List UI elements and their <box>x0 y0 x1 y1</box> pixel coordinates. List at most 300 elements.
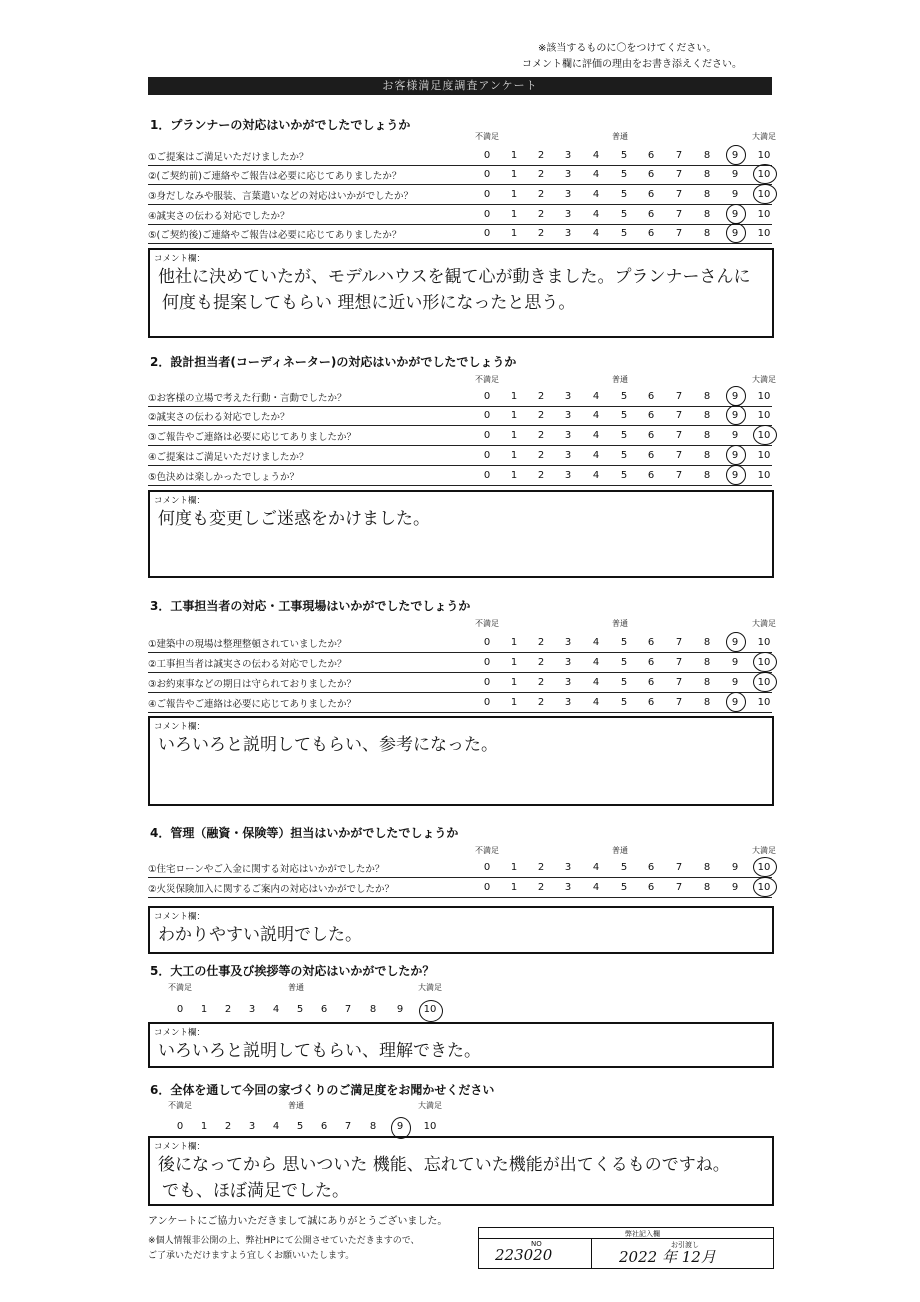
rating-option-5[interactable]: 5 <box>620 430 628 441</box>
rating-option-2[interactable]: 2 <box>537 391 545 402</box>
rating-option-9[interactable]: 9 <box>731 391 739 402</box>
rating-option-6[interactable]: 6 <box>647 882 655 893</box>
handover-value: 2022 年 12月 <box>619 1248 716 1266</box>
rating-option-1[interactable]: 1 <box>510 169 518 180</box>
rating-option-3[interactable]: 3 <box>564 450 572 461</box>
rating-option-3[interactable]: 3 <box>248 1121 256 1132</box>
rating-option-3[interactable]: 3 <box>564 169 572 180</box>
selected-rating-circle <box>753 164 777 184</box>
rating-option-8[interactable]: 8 <box>703 169 711 180</box>
survey-banner: お客様満足度調査アンケート <box>148 77 772 95</box>
rating-option-4[interactable]: 4 <box>592 209 600 220</box>
rating-option-0[interactable]: 0 <box>483 391 491 402</box>
rating-option-5[interactable]: 5 <box>620 410 628 421</box>
rating-option-10[interactable]: 10 <box>757 882 771 893</box>
rating-option-4[interactable]: 4 <box>592 430 600 441</box>
rating-option-8[interactable]: 8 <box>703 189 711 200</box>
rating-option-1[interactable]: 1 <box>510 697 518 708</box>
rating-option-10[interactable]: 10 <box>757 209 771 220</box>
rating-option-4[interactable]: 4 <box>592 450 600 461</box>
rating-option-0[interactable]: 0 <box>483 430 491 441</box>
rating-option-7[interactable]: 7 <box>675 637 683 648</box>
selected-rating-circle <box>726 632 746 652</box>
scale-label-mid: 普通 <box>612 132 628 141</box>
rating-option-8[interactable]: 8 <box>703 882 711 893</box>
rating-option-7[interactable]: 7 <box>675 169 683 180</box>
rating-option-10[interactable]: 10 <box>757 430 771 441</box>
comment-handwriting: 後になってから 思いついた 機能、忘れていた機能が出てくるものですね。 <box>158 1155 730 1175</box>
rating-option-4[interactable]: 4 <box>592 862 600 873</box>
rating-option-7[interactable]: 7 <box>675 150 683 161</box>
rating-option-9[interactable]: 9 <box>731 657 739 668</box>
rating-option-0[interactable]: 0 <box>483 637 491 648</box>
selected-rating-circle <box>753 877 777 897</box>
question-row <box>148 858 772 878</box>
rating-option-7[interactable]: 7 <box>675 228 683 239</box>
rating-option-1[interactable]: 1 <box>510 410 518 421</box>
rating-option-10[interactable]: 10 <box>757 677 771 688</box>
question-label: ④ご提案はご満足いただけましたか？ <box>148 452 309 463</box>
rating-option-3[interactable]: 3 <box>564 228 572 239</box>
selected-rating-circle <box>726 223 746 243</box>
rating-option-8[interactable]: 8 <box>703 410 711 421</box>
rating-option-10[interactable]: 10 <box>757 410 771 421</box>
rating-option-3[interactable]: 3 <box>564 882 572 893</box>
rating-option-0[interactable]: 0 <box>176 1004 184 1015</box>
rating-option-5[interactable]: 5 <box>620 697 628 708</box>
rating-option-10[interactable]: 10 <box>757 697 771 708</box>
rating-option-4[interactable]: 4 <box>272 1121 280 1132</box>
question-label: ④ご報告やご連絡は必要に応じてありましたか？ <box>148 699 357 710</box>
rating-option-9[interactable]: 9 <box>731 228 739 239</box>
comment-label: コメント欄： <box>154 722 206 732</box>
rating-option-0[interactable]: 0 <box>483 410 491 421</box>
rating-option-1[interactable]: 1 <box>510 189 518 200</box>
comment-box <box>148 1022 774 1068</box>
rating-option-9[interactable]: 9 <box>731 862 739 873</box>
selected-rating-circle <box>753 425 777 445</box>
rating-option-3[interactable]: 3 <box>564 430 572 441</box>
question-label: ①住宅ローンやご入金に関する対応はいかがでしたか？ <box>148 864 385 875</box>
rating-option-0[interactable]: 0 <box>483 862 491 873</box>
rating-option-8[interactable]: 8 <box>703 150 711 161</box>
no-label: NO <box>531 1240 542 1248</box>
office-divider <box>479 1238 773 1239</box>
selected-rating-circle <box>753 184 777 204</box>
comment-box <box>148 906 774 954</box>
scale-label-low: 不満足 <box>475 846 499 855</box>
privacy-line-2: ご了承いただけますよう宜しくお願いいたします。 <box>148 1251 355 1261</box>
rating-option-3[interactable]: 3 <box>564 150 572 161</box>
question-row <box>148 185 772 205</box>
rating-option-2[interactable]: 2 <box>537 697 545 708</box>
rating-option-9[interactable]: 9 <box>731 189 739 200</box>
office-vdivider <box>591 1238 592 1268</box>
rating-option-10[interactable]: 10 <box>757 470 771 481</box>
rating-option-7[interactable]: 7 <box>675 430 683 441</box>
rating-option-8[interactable]: 8 <box>703 430 711 441</box>
selected-rating-circle <box>419 1000 443 1022</box>
selected-rating-circle <box>753 652 777 672</box>
comment-handwriting: いろいろと説明してもらい、理解できた。 <box>158 1041 481 1061</box>
rating-option-3[interactable]: 3 <box>564 209 572 220</box>
rating-option-3[interactable]: 3 <box>564 410 572 421</box>
question-label: ⑤色決めは楽しかったでしょうか？ <box>148 472 300 483</box>
rating-option-4[interactable]: 4 <box>592 169 600 180</box>
rating-option-3[interactable]: 3 <box>564 470 572 481</box>
rating-option-10[interactable]: 10 <box>757 189 771 200</box>
rating-option-9[interactable]: 9 <box>731 882 739 893</box>
rating-option-9[interactable]: 9 <box>731 150 739 161</box>
rating-option-2[interactable]: 2 <box>537 189 545 200</box>
rating-option-2[interactable]: 2 <box>537 430 545 441</box>
comment-label: コメント欄： <box>154 254 206 264</box>
selected-rating-circle <box>753 857 777 877</box>
rating-option-0[interactable]: 0 <box>483 882 491 893</box>
rating-option-9[interactable]: 9 <box>731 637 739 648</box>
rating-option-4[interactable]: 4 <box>592 228 600 239</box>
rating-option-9[interactable]: 9 <box>731 169 739 180</box>
rating-option-10[interactable]: 10 <box>757 657 771 668</box>
comment-box <box>148 716 774 806</box>
rating-option-1[interactable]: 1 <box>510 637 518 648</box>
rating-option-7[interactable]: 7 <box>675 450 683 461</box>
rating-option-7[interactable]: 7 <box>675 470 683 481</box>
rating-option-9[interactable]: 9 <box>731 470 739 481</box>
question-label: ④誠実さの伝わる対応でしたか？ <box>148 211 290 222</box>
rating-option-10[interactable]: 10 <box>423 1121 437 1132</box>
rating-option-6[interactable]: 6 <box>647 450 655 461</box>
comment-label: コメント欄： <box>154 1028 206 1038</box>
scale-label-low: 不満足 <box>475 619 499 628</box>
rating-option-9[interactable]: 9 <box>396 1121 404 1132</box>
rating-option-5[interactable]: 5 <box>620 657 628 668</box>
scale-label-high: 大満足 <box>418 983 442 992</box>
rating-option-2[interactable]: 2 <box>537 882 545 893</box>
scale-label-high: 大満足 <box>752 846 776 855</box>
rating-option-4[interactable]: 4 <box>592 882 600 893</box>
rating-option-8[interactable]: 8 <box>703 450 711 461</box>
section-title: 6．全体を通して今回の家づくりのご満足度をお聞かせください <box>150 1083 495 1097</box>
rating-option-7[interactable]: 7 <box>344 1121 352 1132</box>
rating-option-7[interactable]: 7 <box>675 410 683 421</box>
question-row <box>148 878 772 898</box>
rating-option-3[interactable]: 3 <box>564 697 572 708</box>
rating-option-4[interactable]: 4 <box>592 189 600 200</box>
rating-option-3[interactable]: 3 <box>248 1004 256 1015</box>
rating-option-9[interactable]: 9 <box>731 430 739 441</box>
rating-option-6[interactable]: 6 <box>647 677 655 688</box>
section-title: 1．プランナーの対応はいかがでしたでしょうか <box>150 118 411 132</box>
rating-option-5[interactable]: 5 <box>620 862 628 873</box>
rating-option-3[interactable]: 3 <box>564 189 572 200</box>
rating-option-4[interactable]: 4 <box>272 1004 280 1015</box>
comment-label: コメント欄： <box>154 1142 206 1152</box>
rating-option-6[interactable]: 6 <box>647 189 655 200</box>
rating-option-7[interactable]: 7 <box>675 882 683 893</box>
rating-option-5[interactable]: 5 <box>620 450 628 461</box>
rating-option-3[interactable]: 3 <box>564 637 572 648</box>
rating-option-9[interactable]: 9 <box>731 697 739 708</box>
rating-option-5[interactable]: 5 <box>620 228 628 239</box>
rating-option-7[interactable]: 7 <box>675 677 683 688</box>
question-row <box>148 426 772 446</box>
rating-option-6[interactable]: 6 <box>647 410 655 421</box>
rating-option-7[interactable]: 7 <box>675 189 683 200</box>
scale-label-mid: 普通 <box>612 846 628 855</box>
rating-option-6[interactable]: 6 <box>647 657 655 668</box>
rating-option-0[interactable]: 0 <box>483 209 491 220</box>
selected-rating-circle <box>726 204 746 224</box>
rating-option-1[interactable]: 1 <box>510 430 518 441</box>
scale-label-mid: 普通 <box>612 375 628 384</box>
rating-option-1[interactable]: 1 <box>510 657 518 668</box>
comment-box <box>148 490 774 578</box>
rating-option-2[interactable]: 2 <box>537 657 545 668</box>
rating-option-10[interactable]: 10 <box>757 862 771 873</box>
comment-label: コメント欄： <box>154 496 206 506</box>
question-row <box>148 446 772 466</box>
rating-option-6[interactable]: 6 <box>647 228 655 239</box>
rating-option-7[interactable]: 7 <box>344 1004 352 1015</box>
rating-option-0[interactable]: 0 <box>483 657 491 668</box>
rating-option-10[interactable]: 10 <box>757 228 771 239</box>
selected-rating-circle <box>726 465 746 485</box>
selected-rating-circle <box>753 672 777 692</box>
selected-rating-circle <box>726 445 746 465</box>
comment-handwriting: 何度も変更しご迷惑をかけました。 <box>158 509 430 529</box>
question-row <box>148 205 772 225</box>
selected-rating-circle <box>726 386 746 406</box>
scale-label-low: 不満足 <box>475 132 499 141</box>
rating-option-2[interactable]: 2 <box>537 470 545 481</box>
rating-option-4[interactable]: 4 <box>592 637 600 648</box>
rating-option-5[interactable]: 5 <box>620 150 628 161</box>
rating-option-3[interactable]: 3 <box>564 862 572 873</box>
comment-box <box>148 1136 774 1206</box>
rating-option-10[interactable]: 10 <box>757 391 771 402</box>
question-label: ③お約束事などの期日は守られておりましたか？ <box>148 679 357 690</box>
rating-option-8[interactable]: 8 <box>369 1121 377 1132</box>
rating-option-9[interactable]: 9 <box>396 1004 404 1015</box>
rating-option-7[interactable]: 7 <box>675 391 683 402</box>
selected-rating-circle <box>726 405 746 425</box>
scale-label-low: 不満足 <box>168 983 192 992</box>
rating-option-6[interactable]: 6 <box>647 209 655 220</box>
scale-label-mid: 普通 <box>612 619 628 628</box>
comment-handwriting: でも、ほぼ満足でした。 <box>162 1181 349 1201</box>
rating-option-6[interactable]: 6 <box>647 637 655 648</box>
rating-option-7[interactable]: 7 <box>675 209 683 220</box>
no-value: 223020 <box>495 1246 553 1264</box>
selected-rating-circle <box>726 145 746 165</box>
rating-option-7[interactable]: 7 <box>675 697 683 708</box>
rating-option-0[interactable]: 0 <box>176 1121 184 1132</box>
rating-option-0[interactable]: 0 <box>483 189 491 200</box>
rating-option-1[interactable]: 1 <box>510 862 518 873</box>
rating-option-4[interactable]: 4 <box>592 391 600 402</box>
rating-option-5[interactable]: 5 <box>296 1004 304 1015</box>
section-title: 4．管理（融資・保険等）担当はいかがでしたでしょうか <box>150 826 459 840</box>
rating-option-10[interactable]: 10 <box>757 150 771 161</box>
rating-option-6[interactable]: 6 <box>320 1004 328 1015</box>
rating-option-6[interactable]: 6 <box>320 1121 328 1132</box>
question-label: ①建築中の現場は整理整頓されていましたか？ <box>148 639 347 650</box>
rating-option-2[interactable]: 2 <box>537 209 545 220</box>
rating-option-10[interactable]: 10 <box>757 450 771 461</box>
rating-option-1[interactable]: 1 <box>200 1004 208 1015</box>
rating-option-5[interactable]: 5 <box>620 189 628 200</box>
rating-option-8[interactable]: 8 <box>703 470 711 481</box>
rating-option-6[interactable]: 6 <box>647 391 655 402</box>
rating-option-1[interactable]: 1 <box>510 391 518 402</box>
rating-option-2[interactable]: 2 <box>537 450 545 461</box>
question-row <box>148 224 772 244</box>
rating-option-9[interactable]: 9 <box>731 209 739 220</box>
rating-option-5[interactable]: 5 <box>620 637 628 648</box>
rating-option-6[interactable]: 6 <box>647 862 655 873</box>
rating-option-0[interactable]: 0 <box>483 150 491 161</box>
question-label: ③ご報告やご連絡は必要に応じてありましたか？ <box>148 432 357 443</box>
comment-handwriting: 他社に決めていたが、モデルハウスを観て心が動きました。プランナーさんに <box>158 267 751 287</box>
rating-option-6[interactable]: 6 <box>647 470 655 481</box>
scale-label-high: 大満足 <box>752 132 776 141</box>
question-label: ⑤(ご契約後)ご連絡やご報告は必要に応じてありましたか？ <box>148 230 402 241</box>
rating-option-2[interactable]: 2 <box>537 169 545 180</box>
rating-option-8[interactable]: 8 <box>703 209 711 220</box>
rating-option-9[interactable]: 9 <box>731 677 739 688</box>
rating-option-8[interactable]: 8 <box>703 637 711 648</box>
rating-option-8[interactable]: 8 <box>703 391 711 402</box>
scale-label-high: 大満足 <box>752 619 776 628</box>
question-row <box>148 653 772 673</box>
comment-handwriting: わかりやすい説明でした。 <box>158 925 362 945</box>
rating-option-4[interactable]: 4 <box>592 697 600 708</box>
rating-option-9[interactable]: 9 <box>731 410 739 421</box>
rating-option-10[interactable]: 10 <box>757 169 771 180</box>
rating-option-1[interactable]: 1 <box>510 450 518 461</box>
rating-option-8[interactable]: 8 <box>369 1004 377 1015</box>
rating-option-1[interactable]: 1 <box>510 882 518 893</box>
rating-option-2[interactable]: 2 <box>537 637 545 648</box>
rating-option-5[interactable]: 5 <box>620 169 628 180</box>
rating-option-8[interactable]: 8 <box>703 657 711 668</box>
rating-option-3[interactable]: 3 <box>564 391 572 402</box>
rating-option-0[interactable]: 0 <box>483 677 491 688</box>
rating-option-6[interactable]: 6 <box>647 169 655 180</box>
rating-option-4[interactable]: 4 <box>592 677 600 688</box>
rating-option-2[interactable]: 2 <box>537 410 545 421</box>
scale-label-low: 不満足 <box>475 375 499 384</box>
note-1: ※該当するものに〇をつけてください。 <box>538 43 717 54</box>
question-label: ②工事担当者は誠実さの伝わる対応でしたか？ <box>148 659 347 670</box>
scale-label-low: 不満足 <box>168 1101 192 1110</box>
rating-option-3[interactable]: 3 <box>564 657 572 668</box>
rating-option-8[interactable]: 8 <box>703 228 711 239</box>
note-2: コメント欄に評価の理由をお書き添えください。 <box>522 59 742 70</box>
rating-option-5[interactable]: 5 <box>620 677 628 688</box>
question-row <box>148 146 772 166</box>
scale-label-mid: 普通 <box>288 983 304 992</box>
rating-option-9[interactable]: 9 <box>731 450 739 461</box>
rating-option-7[interactable]: 7 <box>675 862 683 873</box>
rating-option-5[interactable]: 5 <box>620 470 628 481</box>
rating-option-1[interactable]: 1 <box>510 209 518 220</box>
question-label: ①ご提案はご満足いただけましたか？ <box>148 152 309 163</box>
rating-option-2[interactable]: 2 <box>537 677 545 688</box>
question-row <box>148 693 772 713</box>
rating-option-0[interactable]: 0 <box>483 470 491 481</box>
rating-option-8[interactable]: 8 <box>703 677 711 688</box>
selected-rating-circle <box>726 692 746 712</box>
rating-option-4[interactable]: 4 <box>592 657 600 668</box>
rating-option-1[interactable]: 1 <box>510 470 518 481</box>
rating-option-5[interactable]: 5 <box>620 391 628 402</box>
question-label: ③身だしなみや服装、言葉遣いなどの対応はいかがでしたか？ <box>148 191 414 202</box>
rating-option-4[interactable]: 4 <box>592 410 600 421</box>
thanks-text: アンケートにご協力いただきまして誠にありがとうございました。 <box>148 1216 448 1227</box>
question-row <box>148 673 772 693</box>
rating-option-4[interactable]: 4 <box>592 470 600 481</box>
question-label: ②誠実さの伝わる対応でしたか？ <box>148 412 290 423</box>
privacy-line-1: ※個人情報非公開の上、弊社HPにて公開させていただきますので、 <box>148 1236 420 1246</box>
comment-handwriting: いろいろと説明してもらい、参考になった。 <box>158 735 498 755</box>
rating-option-3[interactable]: 3 <box>564 677 572 688</box>
rating-option-7[interactable]: 7 <box>675 657 683 668</box>
rating-option-0[interactable]: 0 <box>483 169 491 180</box>
rating-option-1[interactable]: 1 <box>200 1121 208 1132</box>
rating-option-0[interactable]: 0 <box>483 697 491 708</box>
comment-handwriting: 何度も提案してもらい 理想に近い形になったと思う。 <box>162 293 576 313</box>
rating-option-5[interactable]: 5 <box>620 882 628 893</box>
section-title: 3．工事担当者の対応・工事現場はいかがでしたでしょうか <box>150 599 471 613</box>
scale-label-mid: 普通 <box>288 1101 304 1110</box>
rating-option-0[interactable]: 0 <box>483 450 491 461</box>
question-row <box>148 387 772 407</box>
rating-option-2[interactable]: 2 <box>537 150 545 161</box>
rating-option-1[interactable]: 1 <box>510 150 518 161</box>
comment-box <box>148 248 774 338</box>
handover-label: お引渡し <box>671 1241 699 1249</box>
rating-option-2[interactable]: 2 <box>537 862 545 873</box>
rating-option-8[interactable]: 8 <box>703 697 711 708</box>
question-row <box>148 466 772 486</box>
rating-option-1[interactable]: 1 <box>510 677 518 688</box>
rating-option-0[interactable]: 0 <box>483 228 491 239</box>
question-label: ①お客様の立場で考えた行動・言動でしたか？ <box>148 393 347 404</box>
rating-option-5[interactable]: 5 <box>296 1121 304 1132</box>
rating-option-2[interactable]: 2 <box>224 1121 232 1132</box>
rating-option-1[interactable]: 1 <box>510 228 518 239</box>
rating-option-6[interactable]: 6 <box>647 697 655 708</box>
office-use-box <box>478 1227 774 1269</box>
rating-option-10[interactable]: 10 <box>423 1004 437 1015</box>
rating-option-8[interactable]: 8 <box>703 862 711 873</box>
rating-option-5[interactable]: 5 <box>620 209 628 220</box>
question-label: ②火災保険加入に関するご案内の対応はいかがでしたか？ <box>148 884 395 895</box>
rating-option-2[interactable]: 2 <box>224 1004 232 1015</box>
section-title: 5．大工の仕事及び挨拶等の対応はいかがでしたか？ <box>150 964 435 978</box>
question-row <box>148 406 772 426</box>
rating-option-6[interactable]: 6 <box>647 430 655 441</box>
rating-option-2[interactable]: 2 <box>537 228 545 239</box>
rating-option-10[interactable]: 10 <box>757 637 771 648</box>
question-row <box>148 165 772 185</box>
section-title: 2．設計担当者(コーディネーター)の対応はいかがでしたでしょうか <box>150 355 517 369</box>
rating-option-6[interactable]: 6 <box>647 150 655 161</box>
question-label: ②(ご契約前)ご連絡やご報告は必要に応じてありましたか？ <box>148 171 402 182</box>
rating-option-4[interactable]: 4 <box>592 150 600 161</box>
